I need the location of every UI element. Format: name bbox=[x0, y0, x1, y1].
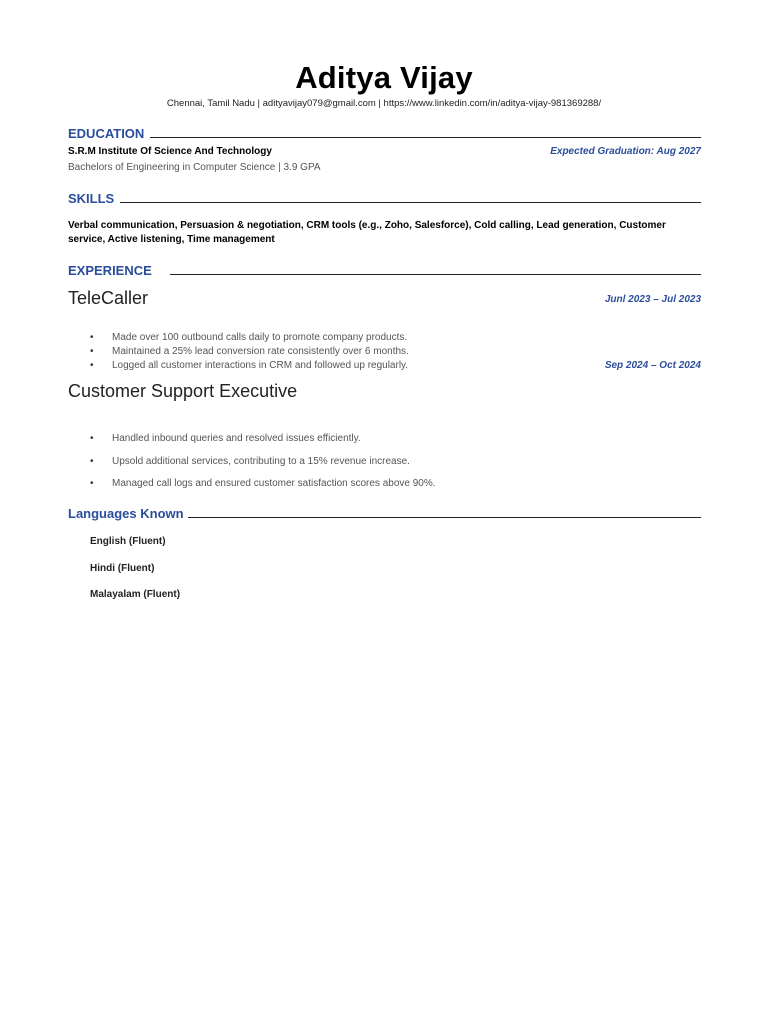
languages-heading-row bbox=[68, 506, 701, 521]
job-bullet: • Managed call logs and ensured customer satisfaction scores above 90%. bbox=[90, 478, 436, 489]
language-item: Hindi (Fluent) bbox=[90, 563, 155, 574]
experience-heading-row bbox=[68, 263, 701, 278]
experience-heading: EXPERIENCE bbox=[68, 263, 152, 278]
job-bullet: • Logged all customer interactions in CRM and followed up regularly. bbox=[90, 360, 409, 371]
bullet-dot-icon: • bbox=[90, 346, 94, 357]
bullet-dot-icon: • bbox=[90, 433, 94, 444]
candidate-name: Aditya Vijay bbox=[295, 60, 473, 95]
education-heading-row bbox=[68, 126, 701, 141]
languages-heading: Languages Known bbox=[68, 506, 184, 521]
school-name: S.R.M Institute Of Science And Technology bbox=[68, 146, 272, 157]
section-divider bbox=[170, 274, 701, 275]
job-dates: Junl 2023 – Jul 2023 bbox=[604, 294, 701, 305]
skills-list: Verbal communication, Persuasion & negotiation, CRM tools (e.g., Zoho, Salesforce), Cold calling, Lead generation, Customer service, Active listening, Time management bbox=[68, 220, 666, 245]
education-heading: EDUCATION bbox=[68, 126, 145, 141]
section-divider bbox=[188, 517, 701, 518]
section-divider bbox=[150, 137, 701, 138]
bullet-dot-icon: • bbox=[90, 360, 94, 371]
job-title: Customer Support Executive bbox=[68, 381, 298, 401]
job-dates: Sep 2024 – Oct 2024 bbox=[604, 360, 701, 371]
language-item: English (Fluent) bbox=[90, 536, 166, 547]
language-item: Malayalam (Fluent) bbox=[90, 589, 181, 600]
job-bullet: • Upsold additional services, contributing to a 15% revenue increase. bbox=[90, 456, 410, 467]
graduation-date: Expected Graduation: Aug 2027 bbox=[550, 146, 701, 157]
contact-line: Chennai, Tamil Nadu | adityavijay079@gmail.com | https://www.linkedin.com/in/aditya-vijay-981369288/ bbox=[166, 98, 602, 109]
section-divider bbox=[120, 202, 701, 203]
bullet-dot-icon: • bbox=[90, 456, 94, 467]
bullet-dot-icon: • bbox=[90, 332, 94, 343]
skills-heading-row bbox=[68, 191, 701, 206]
degree-line: Bachelors of Engineering in Computer Science | 3.9 GPA bbox=[68, 162, 321, 173]
job-bullet: • Handled inbound queries and resolved issues efficiently. bbox=[90, 433, 361, 444]
bullet-dot-icon: • bbox=[90, 478, 94, 489]
job-title: TeleCaller bbox=[68, 288, 149, 308]
skills-heading: SKILLS bbox=[68, 191, 115, 206]
job-bullet: • Made over 100 outbound calls daily to promote company products. bbox=[90, 332, 408, 343]
job-bullet: • Maintained a 25% lead conversion rate consistently over 6 months. bbox=[90, 346, 409, 357]
